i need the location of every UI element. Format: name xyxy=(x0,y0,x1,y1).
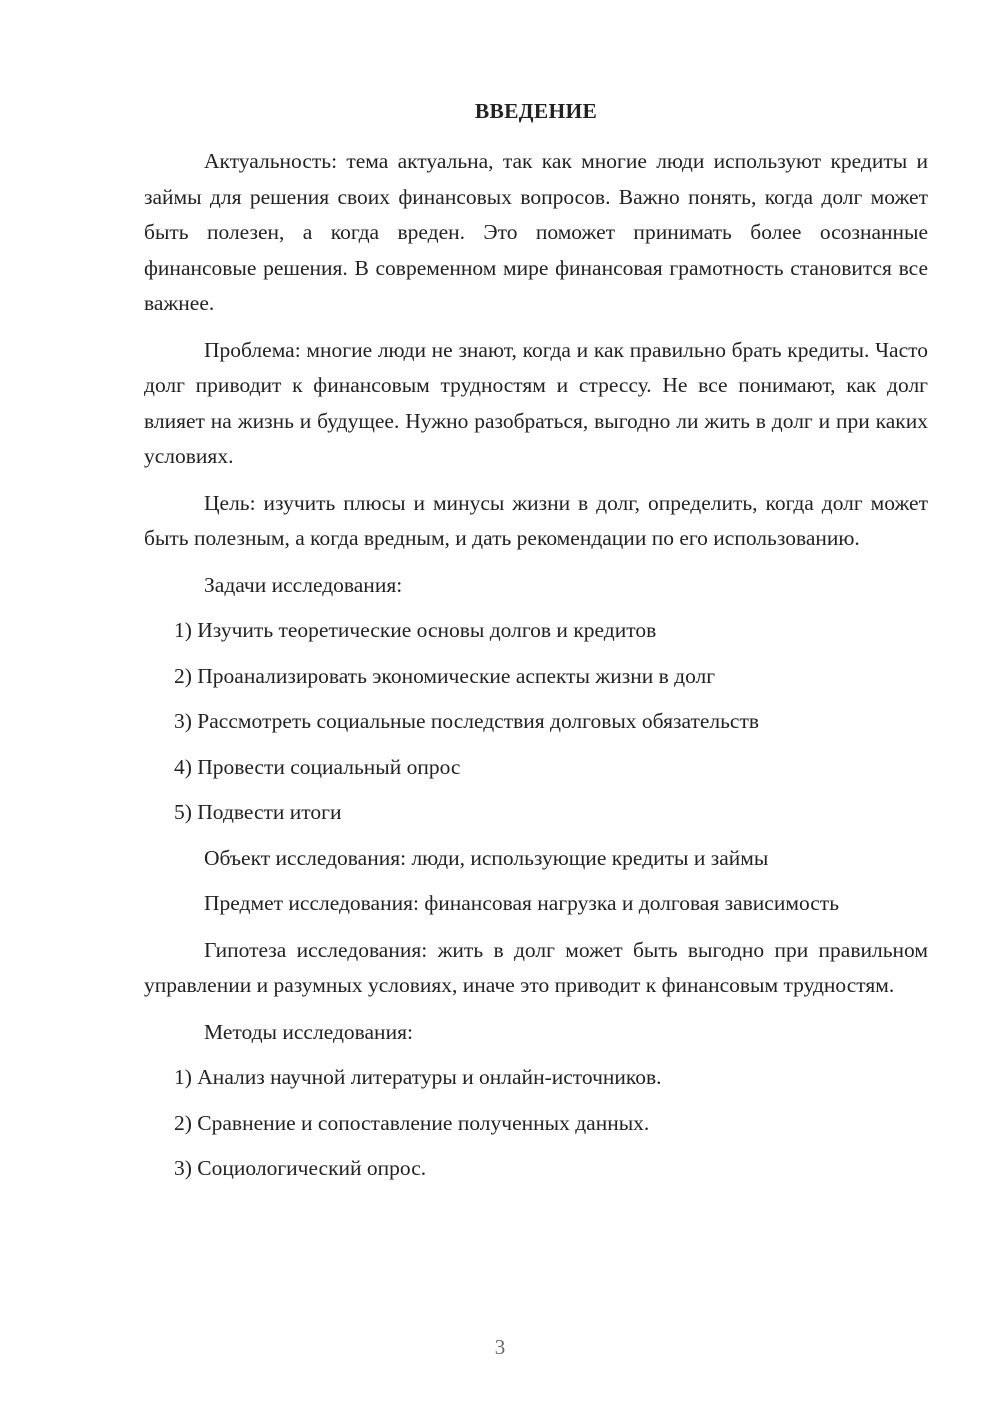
task-item: 3) Рассмотреть социальные последствия долговых обязательств xyxy=(174,709,760,733)
method-item: 3) Социологический опрос. xyxy=(174,1156,427,1180)
method-item: 2) Сравнение и сопоставление полученных данных. xyxy=(174,1110,650,1135)
tasks-heading: Задачи исследования: xyxy=(204,572,403,597)
task-item: 5) Подвести итоги xyxy=(174,800,342,824)
page-number: 3 xyxy=(494,1335,506,1359)
object-paragraph: Объект исследования: люди, использующие кредиты и займы xyxy=(204,845,769,870)
task-item: 2) Проанализировать экономические аспекты жизни в долг xyxy=(174,663,716,688)
method-item: 1) Анализ научной литературы и онлайн-источников. xyxy=(174,1065,662,1089)
methods-heading: Методы исследования: xyxy=(204,1019,413,1044)
page-title: ВВЕДЕНИЕ xyxy=(474,99,598,123)
task-item: 4) Провести социальный опрос xyxy=(174,754,461,779)
hypothesis-paragraph: Гипотеза исследования: жить в долг может быть выгодно при правильном управлении и разумных условиях, иначе это приводит к финансовым трудностям. xyxy=(144,937,928,997)
subject-paragraph: Предмет исследования: финансовая нагрузка и долговая зависимость xyxy=(204,891,839,915)
goal-paragraph: Цель: изучить плюсы и минусы жизни в долг, определить, когда долг может быть полезным, а когда вредным, и дать рекомендации по его использованию. xyxy=(144,490,928,550)
page-content xyxy=(144,96,928,1197)
relevance-paragraph: Актуальность: тема актуальна, так как многие люди используют кредиты и займы для решения своих финансовых вопросов. Важно понять, когда долг может быть полезен, а когда вреден. Это поможет принимать более осознанные финансовые решения. В современном мире финансовая грамотность становится все важнее. xyxy=(144,149,928,315)
task-item: 1) Изучить теоретические основы долгов и кредитов xyxy=(174,618,657,642)
problem-paragraph: Проблема: многие люди не знают, когда и как правильно брать кредиты. Часто долг приводит к финансовым трудностям и стрессу. Не все понимают, как долг влияет на жизнь и будущее. Нужно разобраться, выгодно ли жить в долг и при каких условиях. xyxy=(144,337,928,468)
